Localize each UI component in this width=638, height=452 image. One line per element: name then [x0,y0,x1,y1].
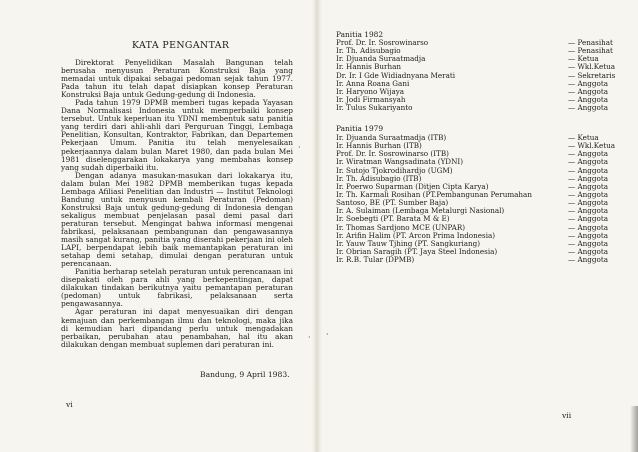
member-name: Ir. Tulus Sukariyanto [336,103,413,113]
member-role: — Anggota [568,86,608,96]
margin-mark: · [298,143,301,152]
paragraph: Agar peraturan ini dapat menyesuaikan diri dengan kemajuan dan perkembangan ilmu dan teknologi, maka jika di kemudian hari dipandang perlu untuk mengadakan perbaikan, perubahan atau penambahan, hal itu akan dilakukan dengan membuat suplemen dari peraturan ini. [61,307,293,349]
member-name: Dr. Ir. I Gde Widiadnyana Merati [336,70,456,80]
member-role: — Anggota [568,189,608,199]
paragraph: Pada tahun 1979 DPMB memberi tugas kepada Yayasan Dana Normalisasi Indonesia untuk memperbaiki konsep tersebut. Untuk keperluan itu YDNI membentuk satu panitia yang terdiri dari ahli-ahli dari Perguruan Tinggi, Lembaga Penelitian, Konsultan, Kontraktor, Fabrikan, dan Departemen Pekerjaan Umum. Panitia itu telah menyelesaikan pekerjaannya dalam bulan Maret 1980, dan pada bulan Mei 1981 diselenggarakan lokakarya yang membahas konsep yang sudah diperbaiki itu. [61,98,293,172]
member-name: Ir. Poerwo Suparman (Ditjen Cipta Karya) [336,181,489,191]
page-edge-shadow [630,406,638,452]
member-name: Ir. Djuanda Suraatmadja (ITB) [336,133,447,142]
member-role: — Ketua [568,54,599,64]
member-name: Ir. Haryono Wijaya [336,86,405,96]
book-gutter [312,0,322,452]
paragraph: Direktorat Penyelidikan Masalah Bangunan telah berusaha menyusun Peraturan Konstruksi Baja yang memadai untuk dipakai sebagai pedoman sejak tahun 1977. Pada tahun itu telah dapat disiapkan konsep Peraturan Konstruksi Baja untuk Gedung-gedung di Indonesia. [61,58,293,100]
member-name: Ir. Sutojo Tjokrodihardjo (UGM) [336,165,453,175]
member-role: — Anggota [568,103,608,113]
member-role: — Anggota [568,222,608,232]
member-role: — Anggota [568,230,608,240]
signoff-date: Bandung, 9 April 1983. [200,370,290,379]
member-name: Ir. Hannis Burhan [336,62,402,72]
member-role: — Anggota [568,173,608,183]
margin-mark: · [326,330,329,339]
member-role: — Anggota [568,198,608,208]
member-role: — Anggota [568,149,608,159]
member-name: Ir. R.B. Tular (DPMB) [336,255,415,265]
member-name: Ir. Anna Roana Gani [336,78,410,88]
member-role: — Anggota [568,157,608,167]
member-name: Santoso, BE (PT. Sumber Baja) [336,198,449,208]
page-heading: KATA PENGANTAR [132,40,230,51]
page-number-left: vi [66,400,73,409]
member-row [336,255,608,265]
member-role: — Penasihat [568,46,613,56]
member-name: Ir. Djuanda Suraatmadja [336,54,426,64]
paragraph: Dengan adanya masukan-masukan dari lokakarya itu, dalam bulan Mei 1982 DPMB memberikan tugas kepada Lembaga Afiliasi Penelitian dan Industri — Institut Teknologi Bandung untuk menyusun kembali Peraturan (Pedoman) Konstruksi Baja untuk gedung-gedung di Indonesia dengan sekaligus membuat penjelasan pasal demi pasal dari peraturan tersebut. Mengingat bahwa informasi mengenai fabrikasi, pelaksanaan pembangunan dan pengawasannya masih sangat kurang, panitia yang diserahi pekerjaan ini oleh LAPI, berpendapat lebih baik memantapkan peraturan ini setahap demi setahap, dimulai dengan peraturan untuk perencanaan. [61,170,293,269]
member-role: — Penasihat [568,38,613,47]
member-role: — Sekretaris [568,70,616,80]
member-name: Prof. Dr. Ir. Sosrowinarso [336,38,429,47]
member-role: — Anggota [568,165,608,175]
committee-1982-list [336,38,616,113]
page-number-right: vii [562,411,572,420]
member-name: Ir. Jodi Firmansyah [336,94,406,104]
member-role: — Ketua [568,133,599,142]
member-name: Ir. Th. Karmali Rosihan (PT.Pembangunan Perumahan [336,189,532,199]
member-name: Ir. Wiratman Wangsadinata (YDNI) [336,157,464,167]
committee-1979-list [336,133,616,265]
member-row [336,103,608,113]
committee-1979-title: Panitia 1979 [336,124,384,133]
member-name: Ir. Obrian Saragih (PT. Jaya Steel Indonesia) [336,246,498,256]
member-role: — Anggota [568,206,608,216]
member-name: Ir. Th. Adisubagio [336,46,401,56]
member-role: — Wkl.Ketua [568,62,616,72]
member-name: Ir. Th. Adisubagio (ITB) [336,173,422,183]
paragraph: Panitia berharap setelah peraturan untuk perencanaan ini disepakati oleh para ahli yang berkepentingan, dapat dilakukan tindakan berikutnya yaitu pemantapan peraturan (pedoman) untuk fabrikasi, pelaksanaan serta pengawasannya. [61,267,293,309]
member-name: Ir. Arifin Halim (PT. Arcon Prima Indonesia) [336,230,496,240]
member-role: — Anggota [568,255,608,265]
foreword-body [61,59,293,349]
member-role: — Anggota [568,246,608,256]
member-name: Ir. A. Sulaiman (Lembaga Metalurgi Nasional) [336,206,505,216]
member-role: — Wkl.Ketua [568,141,616,151]
member-role: — Anggota [568,238,608,248]
member-name: Ir. Soebegti (PT. Barata M & E) [336,214,450,224]
member-name: Ir. Thomas Sardjono MCE (UNPAR) [336,222,466,232]
member-role: — Anggota [568,78,608,88]
committee-1982-title: Panitia 1982 [336,30,384,39]
member-role: — Anggota [568,94,608,104]
member-role: — Anggota [568,214,608,224]
member-name: Ir. Hannis Burhan (ITB) [336,141,422,151]
margin-mark: · [308,333,311,342]
member-role: — Anggota [568,181,608,191]
member-name: Prof. Dr. Ir. Sosrowinarso (ITB) [336,149,449,159]
member-name: Ir. Yauw Tauw Tjhing (PT. Sangkuriang) [336,238,481,248]
